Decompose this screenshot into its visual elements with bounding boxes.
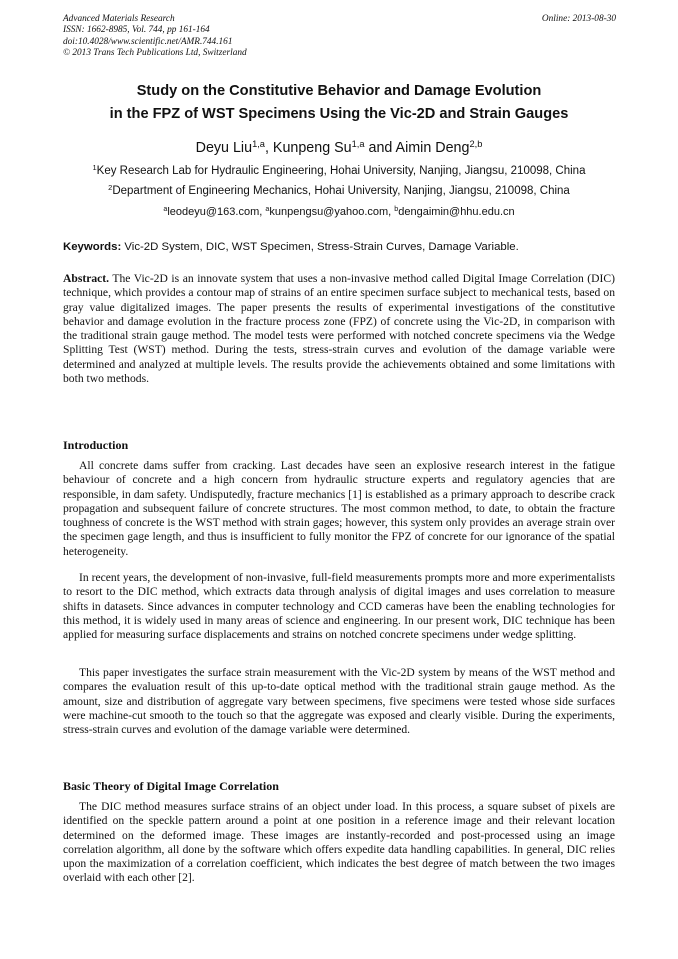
abstract (63, 272, 615, 386)
author-superscript: 1,a (252, 138, 265, 149)
email-address: dengaimin@hhu.edu.cn (398, 206, 515, 218)
keywords-text: Vic-2D System, DIC, WST Specimen, Stress-Strain Curves, Damage Variable. (121, 241, 519, 253)
email-address: leodeyu@163.com, (167, 206, 266, 218)
title-line-1: Study on the Constitutive Behavior and Damage Evolution (136, 83, 542, 99)
affiliation-2 (50, 184, 628, 199)
journal-name: Advanced Materials Research (63, 14, 175, 24)
affiliation-1 (50, 164, 628, 179)
email-superscript: b (394, 205, 399, 214)
paper-title (60, 80, 618, 126)
author-separator: and (364, 140, 396, 156)
abstract-label: Abstract. (63, 272, 110, 285)
section-heading-dic-theory: Basic Theory of Digital Image Correlation (63, 779, 279, 793)
email-superscript: a (265, 205, 270, 214)
author-name: Deyu Liu (195, 140, 253, 156)
author-list (60, 139, 618, 157)
doi-line: doi:10.4028/www.scientific.net/AMR.744.161 (63, 36, 233, 47)
keywords-label: Keywords: (63, 241, 122, 253)
journal-header (63, 14, 616, 59)
issn-line: ISSN: 1662-8985, Vol. 744, pp 161-164 (63, 25, 210, 36)
author-superscript: 2,b (469, 138, 483, 149)
intro-paragraph-1: All concrete dams suffer from cracking. Last decades have seen an explosive research interest in the fatigue behaviour of concrete and a high concern from hydraulic structure experts and regulatory agencies that are responsible, in dam safety. Undisputedly, fracture mechanics [1] is established as a primary approach to describe crack propagation and subsequent failure of concrete structures. The most common method, to date, to obtain the fracture toughness of concrete is the WST method with strain gages; however, this system only provides an average strain over the specimen gage length, and thus is insufficient to fully monitor the FPZ of concrete for our ignorance of the spatial heterogeneity. (63, 459, 615, 558)
affiliation-superscript: 1 (92, 162, 97, 172)
author-separator: , (264, 140, 273, 156)
copyright-line: © 2013 Trans Tech Publications Ltd, Switzerland (63, 47, 247, 58)
affiliation-text: Key Research Lab for Hydraulic Engineering, Hohai University, Nanjing, Jiangsu, 210098, China (96, 165, 586, 177)
affiliation-superscript: 2 (108, 182, 113, 192)
affiliation-text: Department of Engineering Mechanics, Hohai University, Nanjing, Jiangsu, 210098, China (112, 185, 570, 197)
author-superscript: 1,a (351, 138, 365, 149)
online-date: Online: 2013-08-30 (541, 14, 616, 24)
email-list (50, 205, 628, 220)
email-address: kunpengsu@yahoo.com, (269, 206, 395, 218)
author-name: Kunpeng Su (272, 140, 352, 156)
abstract-text: The Vic-2D is an innovate system that uses a non-invasive method called Digital Image Correlation (DIC) technique, which provides a contour map of strains of an entire specimen surface subject to mechanical tests, based on gray value digitalized images. The paper presents the results of experimental investigations of the constitutive behavior and damage evolution in the fracture process zone (FPZ) of concrete using the Vic-2D, in comparison with the traditional strain gauge method. The model tests were performed with notched concrete specimens via the Wedge Splitting Test (WST) method. During the tests, stress-strain curves and evolution of the damage variable were determined and analyzed at multiple levels. The results provide the achievements obtained and some limitations with both two methods. (63, 272, 615, 386)
email-superscript: a (163, 205, 168, 214)
dic-paragraph-1: The DIC method measures surface strains of an object under load. In this process, a square subset of pixels are identified on the speckle pattern around a point at one position in a reference image and their relevant location determined on the deformed image. These images are instantly-recorded and post-processed using an image correlation algorithm, all done by the software which offers expedite data handling capabilities. In general, DIC relies upon the maximization of a correlation coefficient, which indicates the best degree of match between the two images overlaid with each other [2]. (63, 800, 615, 885)
section-heading-introduction: Introduction (63, 438, 129, 452)
intro-paragraph-3: This paper investigates the surface strain measurement with the Vic-2D system by means of the WST method and compares the evaluation result of this up-to-date optical method with the traditional strain gauge method. As the amount, size and distribution of aggregate vary between specimens, five specimens were tested whose side surfaces were machine-cut smooth to the touch so that the aggregate was exposed and clearly visible. During the experiments, stress-strain curves and evolution of the damage variable were determined. (63, 666, 615, 737)
author-name: Aimin Deng (395, 140, 470, 156)
intro-paragraph-2: In recent years, the development of non-invasive, full-field measurements prompts more and more experimentalists to resort to the DIC method, which extracts data through analysis of digital images and uses correlation to measure shifts in datasets. Since advances in computer technology and CCD cameras have been the enabling technologies for this method, it is widely used in many areas of science and engineering. In our present work, DIC technique has been applied for measuring surface displacements and strains on notched concrete specimens under wedge splitting. (63, 571, 615, 642)
title-line-2: in the FPZ of WST Specimens Using the Vic-2D and Strain Gauges (109, 106, 569, 122)
keywords (63, 240, 616, 255)
